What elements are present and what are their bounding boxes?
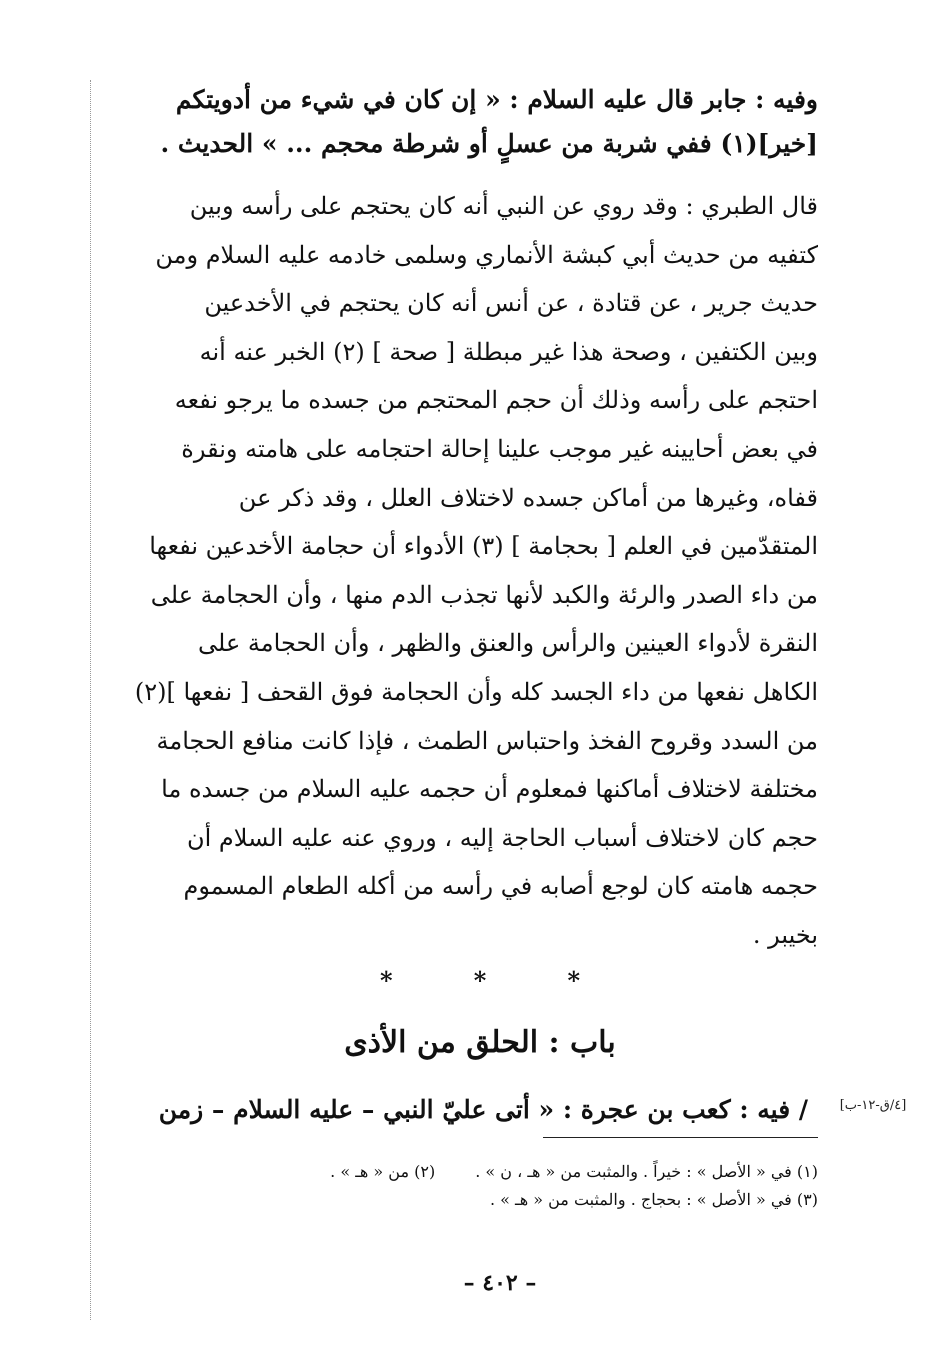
commentary-line: في بعض أحايينه غير موجب علينا إحالة احتجامه على هامته ونقرة (181, 434, 818, 463)
footnote-divider (543, 1137, 818, 1138)
separator-star: * (473, 966, 487, 995)
commentary-line: حجمه هامته كان لوجع أصابه في رأسه من أكله الطعام المسموم (183, 872, 818, 901)
commentary-line: حديث جرير ، عن قتادة ، عن أنس أنه كان يحتجم في الأخدعين (204, 289, 818, 318)
footnote-2: (٢) من « هـ » . (330, 1162, 436, 1181)
hadith-intro-line-1: وفيه : جابر قال عليه السلام : « إن كان في شيء من أدويتكم (175, 85, 818, 114)
commentary-line: بخيبر . (752, 920, 818, 949)
commentary-line: مختلفة لاختلاف أماكنها فمعلوم أن حجمه عليه السلام من جسده ما (161, 775, 818, 804)
separator-star: * (567, 966, 580, 995)
footnote-3: (٣) في « الأصل » : بحجاج . والمثبت من « هـ » . (489, 1190, 818, 1209)
commentary-line: الكاهل نفعها من داء الجسد كله وأن الحجامة فوق القحف [ نفعها ](٢) (134, 677, 818, 706)
page-number: – ٤٠٢ – (463, 1270, 537, 1296)
commentary-line: من السدد وقروح الفخذ واحتباس الطمث ، فإذا كانت منافع الحجامة (156, 726, 818, 755)
next-hadith-line: / فيه : كعب بن عجرة : « أتى عليّ النبي – عليه السلام – زمن (158, 1095, 808, 1124)
manuscript-reference: [٤/ق-١٢-ب] (839, 1098, 907, 1113)
footnote-1: (١) في « الأصل » : خيراً . والمثبت من « هـ ، ن » . (475, 1162, 818, 1181)
commentary-line: من داء الصدر والرئة والكبد لأنها تجذب الدم منها ، وأن الحجامة على (150, 580, 818, 609)
hadith-intro (128, 78, 818, 166)
commentary-line: قال الطبري : وقد روي عن النبي أنه كان يحتجم على رأسه وبين (189, 192, 818, 220)
commentary-line: حجم كان لاختلاف أسباب الحاجة إليه ، وروي عنه عليه السلام أن (186, 823, 818, 852)
footnote-row (128, 1186, 818, 1214)
commentary-paragraph (128, 182, 818, 960)
commentary-line: النقرة لأدواء العينين والرأس والعنق والظهر ، وأن الحجامة على (198, 629, 818, 658)
commentary-line: المتقدّمين في العلم [ بحجامة ] (٣) الأدواء أن حجامة الأخدعين نفعها (149, 532, 818, 561)
margin-dotted-rule (90, 80, 91, 1320)
footnotes (128, 1158, 818, 1214)
commentary-line: احتجم على رأسه وذلك أن حجم المحتجم من جسده ما يرجو نفعه (174, 386, 818, 415)
commentary-line: قفاه، وغيرها من أماكن جسده لاختلاف العلل ، وقد ذكر عن (238, 483, 818, 512)
chapter-title: باب : الحلق من الأذى (344, 1025, 616, 1060)
separator-star: * (380, 966, 393, 995)
commentary-line: كتفيه من حديث أبي كبشة الأنماري وسلمى خادمه عليه السلام ومن (155, 240, 818, 269)
section-separator (380, 966, 580, 996)
commentary-line: وبين الكتفين ، وصحة هذا غير مبطلة [ صحة ] (٢) الخبر عنه أنه (199, 337, 818, 366)
hadith-intro-line-2: [خير](١) ففي شربة من عسلٍ أو شرطة محجم ... » الحديث . (160, 129, 818, 158)
footnote-row (128, 1158, 818, 1186)
